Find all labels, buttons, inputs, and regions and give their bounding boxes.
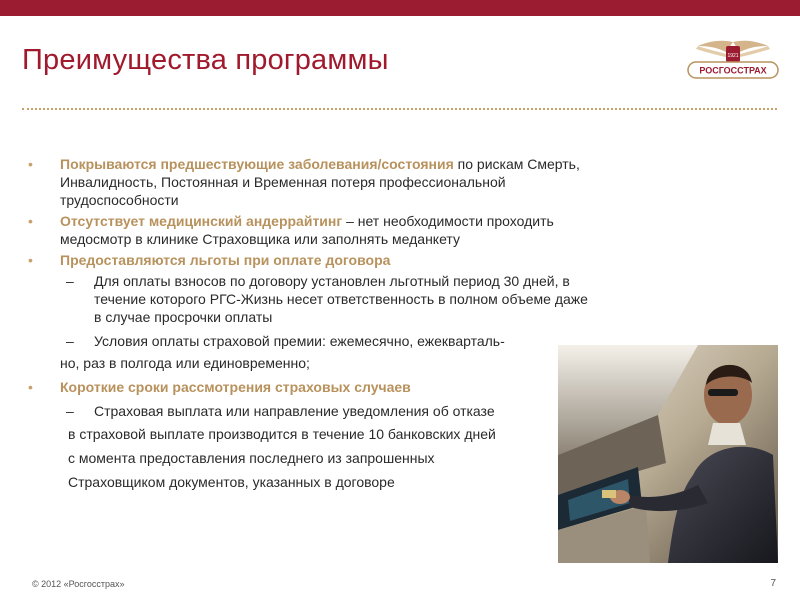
bullet-highlight: Предоставляются льготы при оплате договора (60, 252, 391, 268)
bullet-dot: • (28, 213, 33, 229)
sub-bullet-text: Условия оплаты страховой премии: ежемесячно, ежекварталь- (94, 333, 505, 349)
bullet-text: трудоспособности (60, 192, 179, 208)
bullet-dot: • (28, 252, 33, 268)
dash-marker: – (66, 403, 74, 419)
slide-title: Преимущества программы (22, 44, 389, 76)
bullet-highlight: Покрываются предшествующие заболевания/состояния (60, 156, 454, 172)
sub-bullet-text: Страховая выплата или направление уведомления об отказе (94, 403, 495, 419)
page-number: 7 (770, 578, 776, 589)
sub-bullet-item (28, 272, 668, 326)
sub-bullet-text: Страховщиком документов, указанных в договоре (68, 474, 395, 490)
bullet-item (28, 155, 668, 209)
sub-bullet-text: течение которого РГС-Жизнь несет ответственность в полном объеме даже (94, 291, 588, 307)
bullet-dot: • (28, 379, 33, 395)
svg-text:РОСГОССТРАХ: РОСГОССТРАХ (699, 65, 767, 76)
sub-bullet-text: с момента предоставления последнего из запрошенных (68, 450, 435, 466)
bullet-highlight: Отсутствует медицинский андеррайтинг (60, 213, 343, 229)
atm-photo (558, 345, 778, 563)
top-bar (0, 0, 800, 16)
sub-bullet-text: в случае просрочки оплаты (94, 309, 273, 325)
bullet-dot: • (28, 156, 33, 172)
sub-bullet-text: Для оплаты взносов по договору установлен льготный период 30 дней, в (94, 273, 570, 289)
bullet-item (28, 212, 668, 248)
bullet-text: по рискам Смерть, (453, 156, 580, 172)
rosgosstrakh-logo (686, 38, 780, 84)
bullet-text: медосмотр в клинике Страховщика или заполнять меданкету (60, 231, 460, 247)
title-divider (22, 108, 777, 110)
dash-marker: – (66, 273, 74, 289)
footer-copyright: © 2012 «Росгосстрах» (32, 579, 125, 589)
bullet-text: Инвалидность, Постоянная и Временная потеря профессиональной (60, 174, 506, 190)
dash-marker: – (66, 333, 74, 349)
bullet-highlight: Короткие сроки рассмотрения страховых случаев (60, 379, 411, 395)
sub-bullet-text: в страховой выплате производится в течение 10 банковских дней (68, 426, 496, 442)
bullet-item (28, 251, 668, 269)
sub-bullet-text: но, раз в полгода или единовременно; (60, 355, 310, 371)
svg-text:1921: 1921 (727, 53, 739, 59)
bullet-text: – нет необходимости проходить (342, 213, 554, 229)
